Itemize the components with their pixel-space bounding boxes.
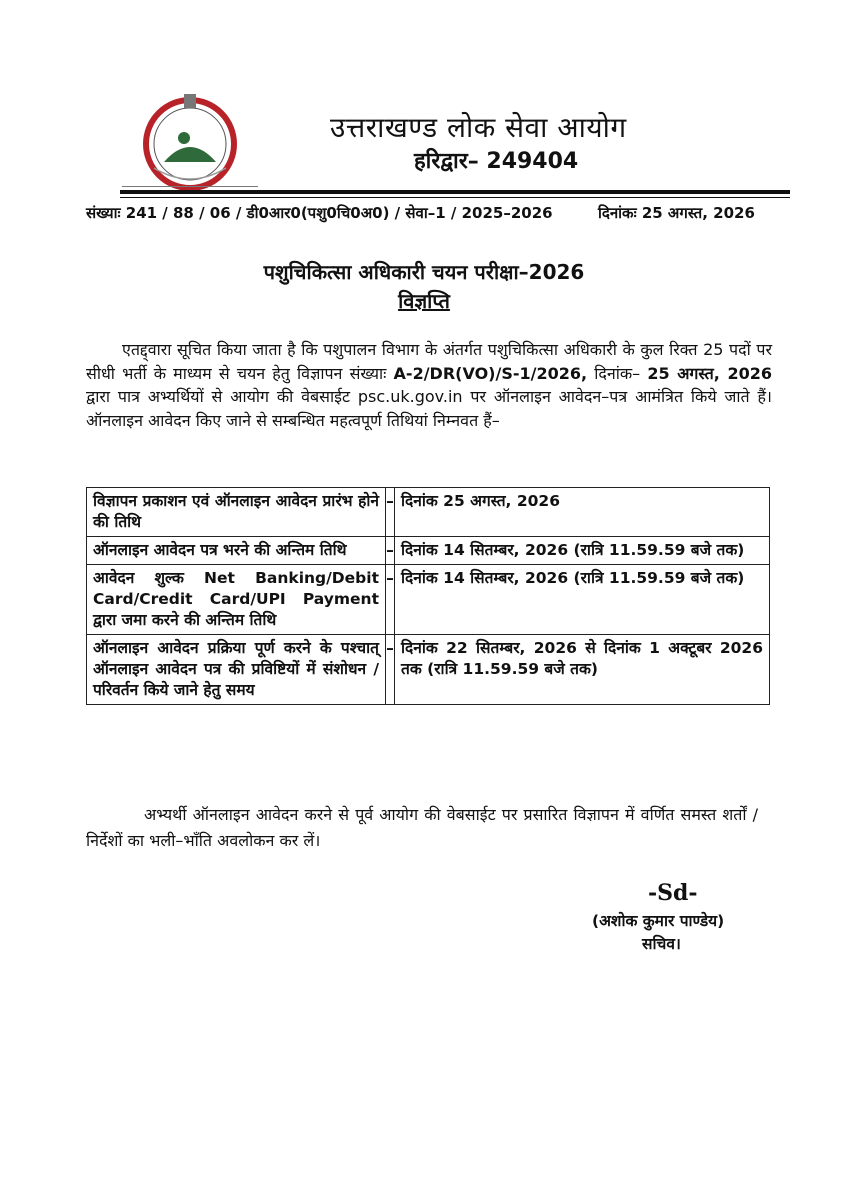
event-cell: विज्ञापन प्रकाशन एवं ऑनलाइन आवेदन प्रारंभ होने की तिथि xyxy=(87,488,386,537)
table-row xyxy=(87,565,770,635)
org-name: उत्तराखण्ड लोक सेवा आयोग xyxy=(330,111,627,144)
intro-text-3: द्वारा पात्र अभ्यर्थियों से आयोग की वेबसाईट psc.uk.gov.in पर ऑनलाइन आवेदन–पत्र आमंत्रित किये जाते हैं। ऑनलाइन आवेदन किए जाने से सम्बन्धित महत्वपूर्ण तिथियां निम्नवत हैं– xyxy=(86,387,772,430)
intro-text-1: एतद्द्वारा सूचित किया जाता है कि पशुपालन विभाग के अंतर्गत पशुचिकित्सा अधिकारी के कुल रिक्त 25 पदों पर सीधी भर्ती के माध्यम से चयन हेतु विज्ञापन संख्याः xyxy=(86,340,772,383)
date-cell: दिनांक 14 सितम्बर, 2026 (रात्रि 11.59.59 बजे तक) xyxy=(395,565,770,635)
table-row xyxy=(87,635,770,705)
ukpsc-emblem-icon xyxy=(124,92,256,192)
notice-heading xyxy=(0,287,848,314)
reference-number: संख्याः 241 / 88 / 06 / डी0आर0(पशु0चि0अ0) / सेवा–1 / 2025–2026 xyxy=(86,204,553,222)
separator-cell: – xyxy=(386,537,395,565)
header-divider-thick xyxy=(120,190,790,194)
important-dates-table xyxy=(86,487,770,705)
table-row xyxy=(87,537,770,565)
intro-text-2: दिनांक– xyxy=(587,363,648,383)
closing-paragraph: अभ्यर्थी ऑनलाइन आवेदन करने से पूर्व आयोग की वेबसाईट पर प्रसारित विज्ञापन में वर्णित समस्त शर्तों / निर्देशों का भली–भाँति अवलोकन कर लें। xyxy=(86,805,758,850)
exam-title: पशुचिकित्सा अधिकारी चयन परीक्षा–2026 xyxy=(263,260,585,284)
signature-mark: -Sd- xyxy=(648,880,698,906)
date-cell: दिनांक 14 सितम्बर, 2026 (रात्रि 11.59.59 बजे तक) xyxy=(395,537,770,565)
ad-date: 25 अगस्त, 2026 xyxy=(647,363,773,383)
intro-paragraph xyxy=(86,338,772,432)
date-cell: दिनांक 22 सितम्बर, 2026 से दिनांक 1 अक्टूबर 2026 तक (रात्रि 11.59.59 बजे तक) xyxy=(395,635,770,705)
date-cell: दिनांक 25 अगस्त, 2026 xyxy=(395,488,770,537)
separator-cell: – xyxy=(386,488,395,537)
table-row xyxy=(87,488,770,537)
reference-date: दिनांकः 25 अगस्त, 2026 xyxy=(598,204,755,222)
signer-designation: सचिव। xyxy=(642,935,681,953)
separator-cell: – xyxy=(386,565,395,635)
header-divider-thin xyxy=(120,197,790,198)
ad-number: A-2/DR(VO)/S-1/2026, xyxy=(393,363,588,383)
event-cell: आवेदन शुल्क Net Banking/Debit Card/Credit Card/UPI Payment द्वारा जमा करने की अन्तिम तिथि xyxy=(87,565,386,635)
event-cell: ऑनलाइन आवेदन पत्र भरने की अन्तिम तिथि xyxy=(87,537,386,565)
notice-heading-text: विज्ञप्ति xyxy=(398,289,450,313)
separator-cell: – xyxy=(386,635,395,705)
signer-name: (अशोक कुमार पाण्डेय) xyxy=(592,912,725,930)
event-cell: ऑनलाइन आवेदन प्रक्रिया पूर्ण करने के पश्चात् ऑनलाइन आवेदन पत्र की प्रविष्टियों में संशोधन / परिवर्तन किये जाने हेतु समय xyxy=(87,635,386,705)
org-location: हरिद्वार– 249404 xyxy=(414,149,579,174)
